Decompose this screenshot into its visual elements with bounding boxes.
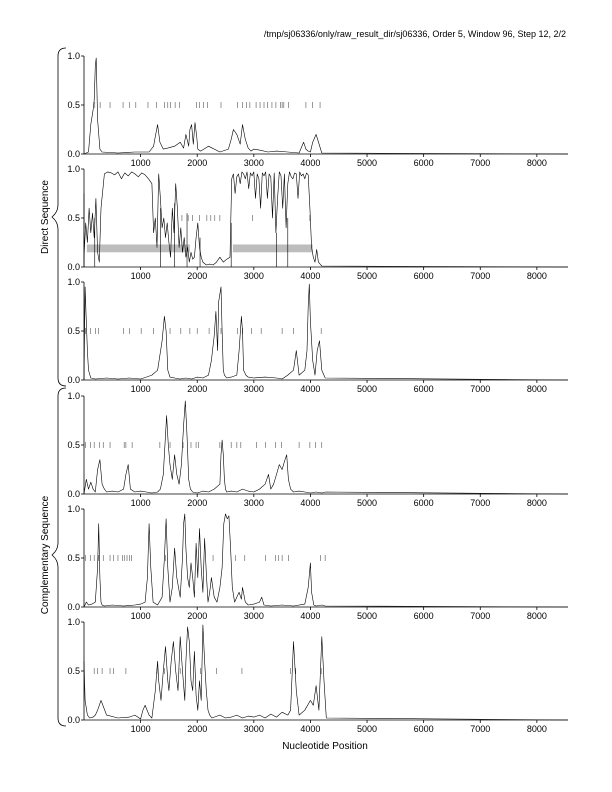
panels: [67, 51, 568, 734]
x-tick-label: 1000: [130, 158, 151, 168]
x-tick-label: 7000: [470, 611, 491, 621]
x-axis-title: Nucleotide Position: [282, 741, 368, 752]
x-tick-label: 8000: [526, 724, 547, 734]
panel-5: [67, 504, 568, 621]
x-tick-label: 8000: [526, 498, 547, 508]
x-tick-label: 1000: [130, 384, 151, 394]
x-tick-label: 4000: [300, 611, 321, 621]
series-line: [84, 172, 568, 267]
group-brace-complementary: [52, 388, 66, 726]
x-tick-label: 8000: [526, 611, 547, 621]
x-tick-label: 3000: [243, 158, 264, 168]
y-tick-label: 0.0: [67, 602, 80, 612]
x-tick-label: 5000: [357, 724, 378, 734]
x-tick-label: 6000: [413, 271, 434, 281]
x-tick-label: 6000: [413, 611, 434, 621]
group-label-direct: Direct Sequence: [40, 180, 51, 254]
x-tick-label: 3000: [243, 271, 264, 281]
x-tick-label: 8000: [526, 384, 547, 394]
y-tick-label: 1.0: [67, 164, 80, 174]
stop-markers: [86, 442, 322, 448]
y-tick-label: 1.0: [67, 277, 80, 287]
x-tick-label: 1000: [130, 498, 151, 508]
series-line: [84, 625, 568, 720]
x-tick-label: 7000: [470, 271, 491, 281]
y-tick-label: 0.5: [67, 440, 80, 450]
x-tick-label: 7000: [470, 158, 491, 168]
x-tick-label: 8000: [526, 158, 547, 168]
x-tick-label: 4000: [300, 271, 321, 281]
panel-6: [67, 617, 568, 734]
y-tick-label: 0.0: [67, 149, 80, 159]
y-tick-label: 0.5: [67, 666, 80, 676]
x-tick-label: 5000: [357, 498, 378, 508]
x-tick-label: 2000: [187, 271, 208, 281]
x-tick-label: 7000: [470, 724, 491, 734]
x-tick-label: 2000: [187, 724, 208, 734]
stop-markers: [95, 102, 320, 108]
y-tick-label: 0.5: [67, 213, 80, 223]
x-tick-label: 3000: [243, 498, 264, 508]
page-header: /tmp/sj06336/only/raw_result_dir/sj06336, Order 5, Window 96, Step 12, 2/2: [263, 29, 566, 39]
y-tick-label: 0.0: [67, 262, 80, 272]
y-tick-label: 1.0: [67, 617, 80, 627]
stop-markers: [86, 328, 321, 334]
x-tick-label: 3000: [243, 724, 264, 734]
x-tick-label: 2000: [187, 498, 208, 508]
x-tick-label: 5000: [357, 611, 378, 621]
x-tick-label: 3000: [243, 611, 264, 621]
x-tick-label: 1000: [130, 724, 151, 734]
x-tick-label: 8000: [526, 271, 547, 281]
x-tick-label: 7000: [470, 498, 491, 508]
panel-3: [67, 277, 568, 394]
y-tick-label: 0.5: [67, 100, 80, 110]
stop-markers: [182, 215, 310, 221]
series-line: [84, 401, 568, 494]
group-brace-direct: [52, 48, 66, 386]
x-tick-label: 6000: [413, 158, 434, 168]
x-tick-label: 2000: [187, 611, 208, 621]
y-tick-label: 1.0: [67, 391, 80, 401]
group-label-complementary: Complementary Sequence: [40, 495, 51, 615]
orf-bar: [233, 244, 313, 252]
y-tick-label: 0.5: [67, 326, 80, 336]
panel-2: [67, 164, 568, 281]
x-tick-label: 2000: [187, 158, 208, 168]
x-tick-label: 4000: [300, 724, 321, 734]
panel-4: [67, 391, 568, 508]
x-tick-label: 6000: [413, 498, 434, 508]
y-tick-label: 1.0: [67, 51, 80, 61]
stop-markers: [94, 668, 321, 674]
y-tick-label: 1.0: [67, 504, 80, 514]
y-tick-label: 0.0: [67, 375, 80, 385]
x-tick-label: 4000: [300, 498, 321, 508]
x-tick-label: 1000: [130, 271, 151, 281]
panel-1: [67, 51, 568, 168]
y-tick-label: 0.5: [67, 553, 80, 563]
x-tick-label: 5000: [357, 271, 378, 281]
x-tick-label: 5000: [357, 384, 378, 394]
x-tick-label: 3000: [243, 384, 264, 394]
series-line: [84, 514, 568, 607]
x-tick-label: 4000: [300, 158, 321, 168]
x-tick-label: 5000: [357, 158, 378, 168]
x-tick-label: 6000: [413, 724, 434, 734]
y-tick-label: 0.0: [67, 715, 80, 725]
x-tick-label: 4000: [300, 384, 321, 394]
x-tick-label: 1000: [130, 611, 151, 621]
x-tick-label: 7000: [470, 384, 491, 394]
x-tick-label: 6000: [413, 384, 434, 394]
y-tick-label: 0.0: [67, 489, 80, 499]
x-tick-label: 2000: [187, 384, 208, 394]
series-line: [84, 284, 568, 380]
